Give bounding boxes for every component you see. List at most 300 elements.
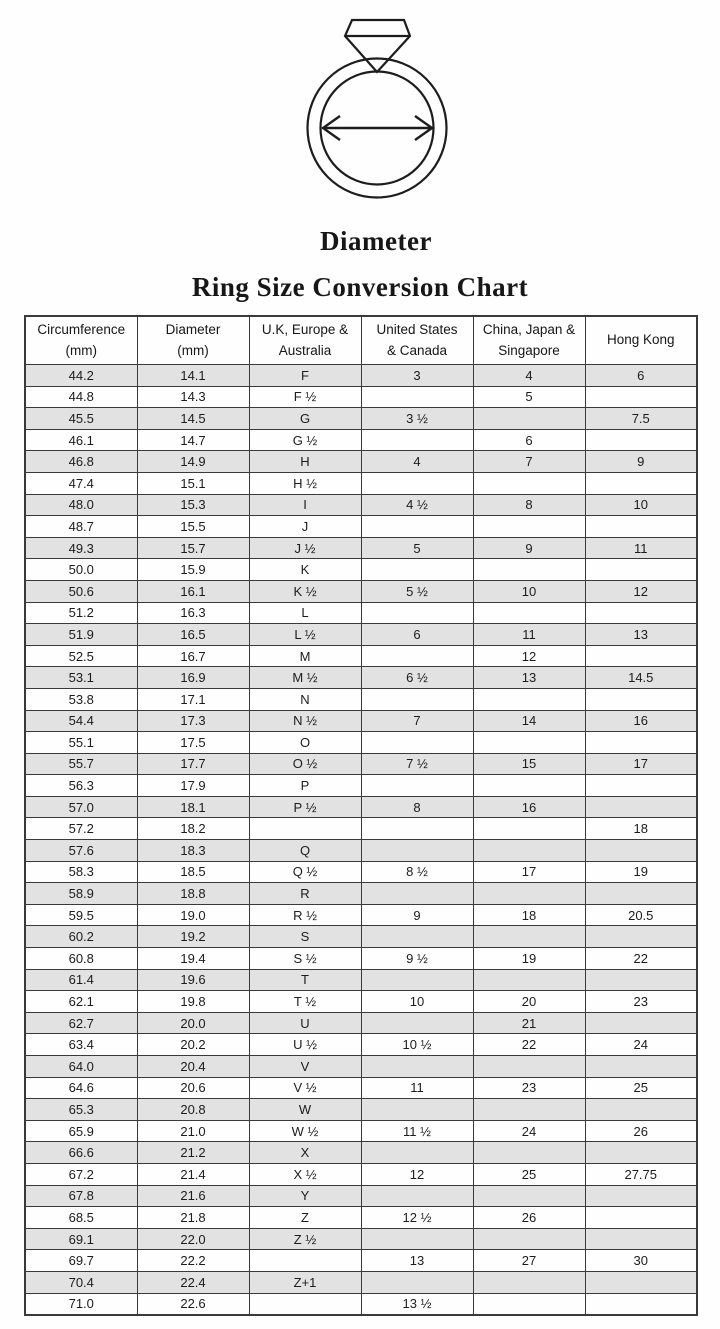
table-cell: Z: [249, 1207, 361, 1229]
table-cell: 47.4: [25, 472, 137, 494]
table-cell: 30: [585, 1250, 697, 1272]
table-cell: [361, 429, 473, 451]
table-cell: 22.4: [137, 1271, 249, 1293]
table-cell: T ½: [249, 991, 361, 1013]
table-cell: [585, 1271, 697, 1293]
table-cell: 22.6: [137, 1293, 249, 1315]
table-cell: J ½: [249, 537, 361, 559]
table-cell: [585, 732, 697, 754]
table-cell: [473, 472, 585, 494]
table-cell: 26: [473, 1207, 585, 1229]
table-cell: 64.0: [25, 1056, 137, 1078]
table-cell: 14: [473, 710, 585, 732]
table-cell: [585, 840, 697, 862]
table-cell: 15.9: [137, 559, 249, 581]
table-cell: 21: [473, 1012, 585, 1034]
table-row: [25, 667, 697, 689]
table-cell: 17.7: [137, 753, 249, 775]
table-cell: 13: [473, 667, 585, 689]
header-line: China, Japan &: [482, 322, 576, 338]
table-cell: 12: [585, 580, 697, 602]
table-cell: R: [249, 883, 361, 905]
table-cell: 9: [361, 904, 473, 926]
table-cell: 18.2: [137, 818, 249, 840]
table-cell: W ½: [249, 1120, 361, 1142]
table-cell: [473, 883, 585, 905]
table-row: [25, 818, 697, 840]
table-cell: 19.8: [137, 991, 249, 1013]
table-cell: [473, 926, 585, 948]
table-cell: [473, 1228, 585, 1250]
table-row: [25, 645, 697, 667]
table-cell: 69.7: [25, 1250, 137, 1272]
table-cell: 18.8: [137, 883, 249, 905]
table-cell: 62.7: [25, 1012, 137, 1034]
table-cell: J: [249, 516, 361, 538]
table-cell: 10 ½: [361, 1034, 473, 1056]
table-cell: 18.3: [137, 840, 249, 862]
table-cell: M ½: [249, 667, 361, 689]
table-cell: 13: [361, 1250, 473, 1272]
table-cell: [361, 645, 473, 667]
table-cell: 59.5: [25, 904, 137, 926]
table-cell: 65.3: [25, 1099, 137, 1121]
table-cell: P ½: [249, 796, 361, 818]
table-row: [25, 1077, 697, 1099]
table-cell: [585, 1099, 697, 1121]
table-header-cell: [137, 316, 249, 365]
table-cell: V: [249, 1056, 361, 1078]
ring-diameter-illustration: [283, 15, 473, 207]
table-cell: N: [249, 688, 361, 710]
table-cell: 17.5: [137, 732, 249, 754]
table-cell: 9: [585, 451, 697, 473]
table-cell: 21.6: [137, 1185, 249, 1207]
table-cell: 54.4: [25, 710, 137, 732]
table-cell: [361, 818, 473, 840]
table-cell: 6 ½: [361, 667, 473, 689]
table-cell: 18: [585, 818, 697, 840]
table-cell: 21.4: [137, 1163, 249, 1185]
table-cell: 17: [473, 861, 585, 883]
table-cell: 48.7: [25, 516, 137, 538]
table-cell: X ½: [249, 1163, 361, 1185]
table-cell: 24: [473, 1120, 585, 1142]
header-line: Circumference: [37, 322, 126, 338]
table-cell: 57.6: [25, 840, 137, 862]
table-cell: 56.3: [25, 775, 137, 797]
table-cell: [473, 1271, 585, 1293]
table-cell: N ½: [249, 710, 361, 732]
table-cell: 44.2: [25, 365, 137, 387]
header-line: Hong Kong: [606, 332, 675, 348]
table-cell: 22.2: [137, 1250, 249, 1272]
table-cell: 67.2: [25, 1163, 137, 1185]
table-cell: 15.3: [137, 494, 249, 516]
table-cell: L: [249, 602, 361, 624]
table-cell: [473, 818, 585, 840]
table-cell: Y: [249, 1185, 361, 1207]
table-cell: 3: [361, 365, 473, 387]
table-row: [25, 710, 697, 732]
table-cell: 20.0: [137, 1012, 249, 1034]
diameter-caption: Diameter: [320, 226, 432, 256]
table-cell: [585, 1228, 697, 1250]
table-cell: 20.5: [585, 904, 697, 926]
table-cell: 14.5: [137, 408, 249, 430]
table-row: [25, 1120, 697, 1142]
table-cell: [473, 602, 585, 624]
table-cell: 14.5: [585, 667, 697, 689]
table-cell: X: [249, 1142, 361, 1164]
table-header-cell: [473, 316, 585, 365]
table-cell: 58.3: [25, 861, 137, 883]
table-row: [25, 1250, 697, 1272]
table-cell: 19.4: [137, 948, 249, 970]
table-row: [25, 1034, 697, 1056]
table-cell: 15.5: [137, 516, 249, 538]
table-row: [25, 494, 697, 516]
table-cell: 7: [361, 710, 473, 732]
table-cell: O: [249, 732, 361, 754]
table-cell: O ½: [249, 753, 361, 775]
table-cell: [473, 732, 585, 754]
table-cell: [361, 732, 473, 754]
table-cell: [585, 645, 697, 667]
table-cell: 68.5: [25, 1207, 137, 1229]
table-cell: 63.4: [25, 1034, 137, 1056]
table-cell: 11: [585, 537, 697, 559]
table-cell: [473, 408, 585, 430]
table-cell: 12: [361, 1163, 473, 1185]
table-cell: 16.3: [137, 602, 249, 624]
table-row: [25, 1185, 697, 1207]
table-row: [25, 1293, 697, 1315]
table-cell: Z ½: [249, 1228, 361, 1250]
table-cell: 5: [473, 386, 585, 408]
table-row: [25, 926, 697, 948]
table-row: [25, 775, 697, 797]
table-cell: 17.3: [137, 710, 249, 732]
table-cell: 27.75: [585, 1163, 697, 1185]
table-cell: 55.1: [25, 732, 137, 754]
table-cell: 14.1: [137, 365, 249, 387]
table-cell: R ½: [249, 904, 361, 926]
table-cell: [473, 969, 585, 991]
table-row: [25, 365, 697, 387]
table-cell: 19.0: [137, 904, 249, 926]
header-line: (mm): [65, 342, 97, 358]
table-cell: [249, 1293, 361, 1315]
ring-size-conversion-table: [24, 315, 698, 1316]
table-cell: [473, 1099, 585, 1121]
table-cell: 14.3: [137, 386, 249, 408]
table-cell: 61.4: [25, 969, 137, 991]
table-cell: 23: [585, 991, 697, 1013]
table-cell: 45.5: [25, 408, 137, 430]
header-line: & Canada: [386, 342, 448, 358]
table-cell: H ½: [249, 472, 361, 494]
table-cell: 62.1: [25, 991, 137, 1013]
table-cell: [473, 1185, 585, 1207]
table-cell: 66.6: [25, 1142, 137, 1164]
table-row: [25, 688, 697, 710]
table-row: [25, 904, 697, 926]
table-row: [25, 1207, 697, 1229]
table-cell: 18.1: [137, 796, 249, 818]
table-row: [25, 732, 697, 754]
table-cell: 4 ½: [361, 494, 473, 516]
table-cell: [361, 1099, 473, 1121]
table-row: [25, 580, 697, 602]
table-cell: 46.8: [25, 451, 137, 473]
table-cell: 17.1: [137, 688, 249, 710]
table-cell: 7: [473, 451, 585, 473]
table-cell: 20.2: [137, 1034, 249, 1056]
table-cell: 15.1: [137, 472, 249, 494]
table-cell: [473, 1142, 585, 1164]
table-cell: [361, 1185, 473, 1207]
table-cell: [361, 840, 473, 862]
table-cell: [473, 840, 585, 862]
table-row: [25, 1099, 697, 1121]
table-row: [25, 408, 697, 430]
table-cell: [585, 1142, 697, 1164]
table-cell: [585, 516, 697, 538]
table-cell: [473, 1293, 585, 1315]
table-cell: 6: [585, 365, 697, 387]
table-row: [25, 753, 697, 775]
table-header-row: [25, 316, 697, 365]
table-cell: 20.4: [137, 1056, 249, 1078]
table-cell: 8 ½: [361, 861, 473, 883]
table-cell: U: [249, 1012, 361, 1034]
table-cell: 15: [473, 753, 585, 775]
table-cell: 20.8: [137, 1099, 249, 1121]
table-cell: 18: [473, 904, 585, 926]
table-cell: 9: [473, 537, 585, 559]
table-cell: 19.2: [137, 926, 249, 948]
table-cell: 26: [585, 1120, 697, 1142]
table-cell: 5: [361, 537, 473, 559]
table-cell: 16: [473, 796, 585, 818]
table-cell: M: [249, 645, 361, 667]
table-cell: [473, 559, 585, 581]
table-cell: [585, 429, 697, 451]
table-cell: 10: [361, 991, 473, 1013]
table-cell: [361, 1012, 473, 1034]
table-cell: 11: [473, 624, 585, 646]
table-header-cell: [361, 316, 473, 365]
table-cell: 69.1: [25, 1228, 137, 1250]
table-row: [25, 991, 697, 1013]
table-cell: [361, 386, 473, 408]
table-cell: 58.9: [25, 883, 137, 905]
table-header-cell: [249, 316, 361, 365]
table-cell: 13: [585, 624, 697, 646]
table-row: [25, 1271, 697, 1293]
table-row: [25, 861, 697, 883]
table-cell: [361, 472, 473, 494]
table-cell: 57.2: [25, 818, 137, 840]
table-cell: 44.8: [25, 386, 137, 408]
table-cell: 53.8: [25, 688, 137, 710]
table-cell: 53.1: [25, 667, 137, 689]
table-cell: P: [249, 775, 361, 797]
table-cell: G ½: [249, 429, 361, 451]
table-cell: [585, 602, 697, 624]
table-cell: 8: [473, 494, 585, 516]
table-cell: V ½: [249, 1077, 361, 1099]
table-cell: F: [249, 365, 361, 387]
table-cell: 71.0: [25, 1293, 137, 1315]
table-cell: 49.3: [25, 537, 137, 559]
table-cell: 27: [473, 1250, 585, 1272]
table-cell: 6: [473, 429, 585, 451]
table-row: [25, 969, 697, 991]
table-cell: Z+1: [249, 1271, 361, 1293]
table-cell: 57.0: [25, 796, 137, 818]
table-row: [25, 796, 697, 818]
header-line: Australia: [278, 342, 332, 358]
table-row: [25, 1163, 697, 1185]
table-cell: [585, 969, 697, 991]
table-cell: [585, 926, 697, 948]
table-cell: 11: [361, 1077, 473, 1099]
table-row: [25, 1012, 697, 1034]
table-row: [25, 472, 697, 494]
table-cell: 70.4: [25, 1271, 137, 1293]
table-cell: 21.0: [137, 1120, 249, 1142]
ring-diamond-diameter-icon: [283, 15, 473, 207]
table-cell: 12: [473, 645, 585, 667]
table-cell: 9 ½: [361, 948, 473, 970]
table-row: [25, 1056, 697, 1078]
table-cell: [585, 1185, 697, 1207]
table-cell: K ½: [249, 580, 361, 602]
table-cell: [361, 1271, 473, 1293]
table-cell: 22.0: [137, 1228, 249, 1250]
table-cell: 17: [585, 753, 697, 775]
header-line: Diameter: [165, 322, 221, 338]
table-row: [25, 1142, 697, 1164]
table-cell: 25: [585, 1077, 697, 1099]
table-cell: 12 ½: [361, 1207, 473, 1229]
table-cell: [249, 1250, 361, 1272]
table-cell: F ½: [249, 386, 361, 408]
table-cell: 5 ½: [361, 580, 473, 602]
table-cell: U ½: [249, 1034, 361, 1056]
table-cell: [249, 818, 361, 840]
table-cell: 7 ½: [361, 753, 473, 775]
table-cell: [361, 775, 473, 797]
table-cell: 51.9: [25, 624, 137, 646]
table-row: [25, 602, 697, 624]
table-cell: [585, 775, 697, 797]
table-cell: 4: [473, 365, 585, 387]
table-row: [25, 537, 697, 559]
table-cell: S: [249, 926, 361, 948]
table-row: [25, 559, 697, 581]
table-cell: [361, 516, 473, 538]
table-cell: [361, 969, 473, 991]
table-cell: 20: [473, 991, 585, 1013]
table-header-cell: [585, 316, 697, 365]
table-cell: 6: [361, 624, 473, 646]
table-cell: 16.9: [137, 667, 249, 689]
table-cell: 10: [585, 494, 697, 516]
table-cell: 65.9: [25, 1120, 137, 1142]
table-cell: 7.5: [585, 408, 697, 430]
table-row: [25, 516, 697, 538]
table-cell: 22: [473, 1034, 585, 1056]
table-cell: 15.7: [137, 537, 249, 559]
table-cell: 51.2: [25, 602, 137, 624]
table-cell: 13 ½: [361, 1293, 473, 1315]
table-cell: 21.8: [137, 1207, 249, 1229]
table-cell: 64.6: [25, 1077, 137, 1099]
table-cell: K: [249, 559, 361, 581]
table-cell: [473, 688, 585, 710]
table-row: [25, 883, 697, 905]
table-cell: [361, 602, 473, 624]
table-row: [25, 948, 697, 970]
table-cell: [585, 883, 697, 905]
table-cell: I: [249, 494, 361, 516]
table-row: [25, 1228, 697, 1250]
table-row: [25, 624, 697, 646]
table-cell: [585, 1207, 697, 1229]
header-line: United States: [376, 322, 458, 338]
table-cell: 16: [585, 710, 697, 732]
table-cell: 60.8: [25, 948, 137, 970]
table-cell: 60.2: [25, 926, 137, 948]
table-cell: G: [249, 408, 361, 430]
table-cell: [585, 1056, 697, 1078]
table-cell: [361, 1056, 473, 1078]
table-cell: 8: [361, 796, 473, 818]
table-cell: 20.6: [137, 1077, 249, 1099]
table-cell: 23: [473, 1077, 585, 1099]
table-cell: 46.1: [25, 429, 137, 451]
table-cell: Q ½: [249, 861, 361, 883]
table-header-cell: [25, 316, 137, 365]
table-cell: 19: [473, 948, 585, 970]
table-cell: 24: [585, 1034, 697, 1056]
table-cell: 16.7: [137, 645, 249, 667]
table-cell: [585, 796, 697, 818]
header-line: (mm): [177, 342, 209, 358]
table-cell: 14.9: [137, 451, 249, 473]
table-cell: [473, 775, 585, 797]
table-cell: [585, 1012, 697, 1034]
table-cell: Q: [249, 840, 361, 862]
table-cell: [585, 688, 697, 710]
table-row: [25, 386, 697, 408]
table-cell: H: [249, 451, 361, 473]
table-cell: 67.8: [25, 1185, 137, 1207]
table-cell: 10: [473, 580, 585, 602]
table-cell: [473, 1056, 585, 1078]
table-cell: 50.0: [25, 559, 137, 581]
table-cell: [361, 688, 473, 710]
table-cell: T: [249, 969, 361, 991]
table-row: [25, 451, 697, 473]
table-cell: [361, 559, 473, 581]
table-row: [25, 840, 697, 862]
header-line: Singapore: [498, 342, 560, 358]
page-title: Ring Size Conversion Chart: [191, 272, 529, 302]
